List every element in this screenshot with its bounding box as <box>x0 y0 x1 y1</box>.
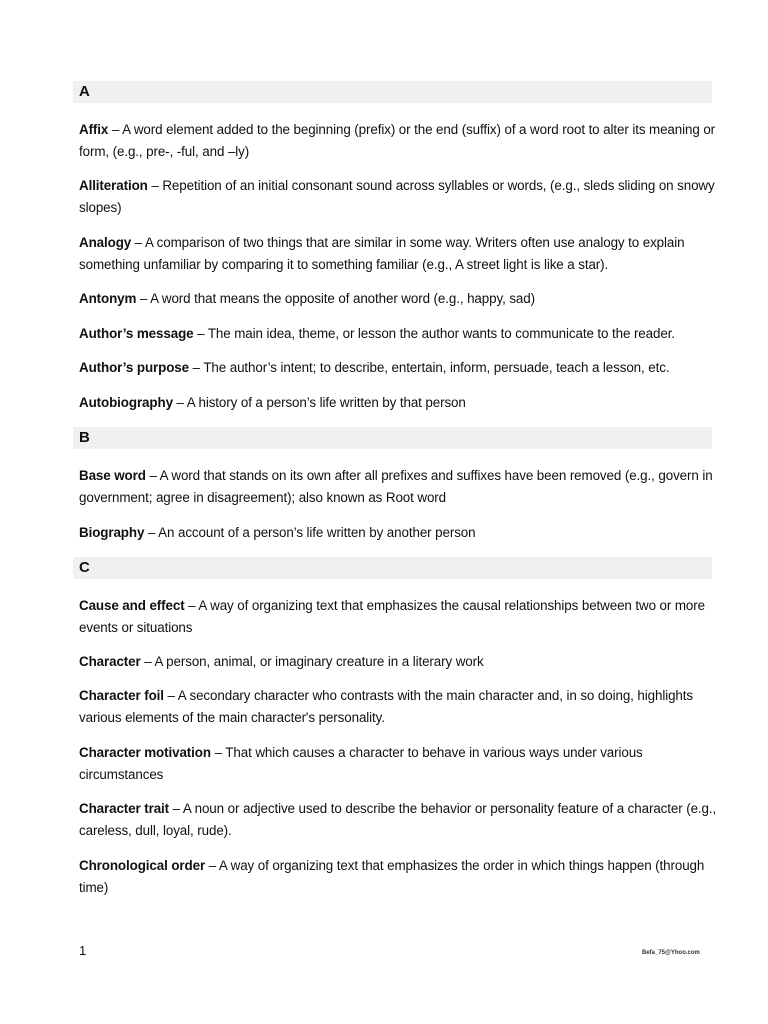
glossary-entry-character-motivation <box>79 742 719 786</box>
entry-term: Character foil <box>79 688 164 703</box>
entry-definition: – That which causes a character to behave in various ways under various circumstances <box>79 745 643 782</box>
glossary-entry-affix <box>79 119 719 163</box>
entry-term: Biography <box>79 525 145 540</box>
glossary-entry-authors-purpose <box>79 357 719 379</box>
glossary-entry-character-foil <box>79 685 719 729</box>
glossary-entry-character <box>79 651 719 673</box>
glossary-entry-authors-message <box>79 323 719 345</box>
glossary-entry-character-trait <box>79 798 719 842</box>
glossary-entry-alliteration <box>79 175 719 219</box>
entry-definition: – A comparison of two things that are similar in some way. Writers often use analogy to explain something unfamiliar by comparing it to something familiar (e.g., A street light is like a star). <box>79 235 685 272</box>
entry-definition: – A noun or adjective used to describe the behavior or personality feature of a character (e.g., careless, dull, loyal, rude). <box>79 801 717 838</box>
entry-definition: – Repetition of an initial consonant sound across syllables or words, (e.g., sleds sliding on snowy slopes) <box>79 178 715 215</box>
page-number: 1 <box>79 943 87 958</box>
glossary-entry-chronological-order <box>79 855 719 899</box>
entry-definition: – A word element added to the beginning (prefix) or the end (suffix) of a word root to alter its meaning or form, (e.g., pre-, -ful, and –ly) <box>79 122 716 159</box>
entry-definition: – A person, animal, or imaginary creature in a literary work <box>140 654 484 669</box>
entry-definition: – An account of a person’s life written by another person <box>144 525 476 540</box>
section-header-b: B <box>73 427 712 449</box>
glossary-entry-autobiography <box>79 392 719 414</box>
entry-term: Base word <box>79 468 146 483</box>
entry-term: Cause and effect <box>79 598 185 613</box>
section-header-a: A <box>73 81 712 103</box>
glossary-entry-cause-and-effect <box>79 595 719 639</box>
entry-definition: – A way of organizing text that emphasizes the order in which things happen (through time) <box>79 858 705 895</box>
entry-term: Character <box>79 654 141 669</box>
entry-term: Antonym <box>79 291 137 306</box>
glossary-entry-analogy <box>79 232 719 276</box>
entry-definition: – A word that stands on its own after all prefixes and suffixes have been removed (e.g., govern in government; agree in disagreement); also known as Root word <box>79 468 713 505</box>
entry-definition: – The author’s intent; to describe, entertain, inform, persuade, teach a lesson, etc. <box>189 360 670 375</box>
entry-term: Author’s purpose <box>79 360 189 375</box>
entry-term: Autobiography <box>79 395 173 410</box>
entry-term: Chronological order <box>79 858 206 873</box>
footer-email: Befa_75@Yhoo.com <box>642 950 700 956</box>
entry-definition: – A way of organizing text that emphasizes the causal relationships between two or more events or situations <box>79 598 705 635</box>
entry-definition: – The main idea, theme, or lesson the author wants to communicate to the reader. <box>193 326 675 341</box>
entry-term: Affix <box>79 122 109 137</box>
glossary-entry-antonym <box>79 288 719 310</box>
entry-term: Author’s message <box>79 326 194 341</box>
entry-term: Character trait <box>79 801 170 816</box>
entry-term: Alliteration <box>79 178 148 193</box>
entry-term: Character motivation <box>79 745 211 760</box>
entry-definition: – A word that means the opposite of another word (e.g., happy, sad) <box>136 291 535 306</box>
glossary-entry-biography <box>79 522 719 544</box>
glossary-entry-base-word <box>79 465 719 509</box>
entry-definition: – A history of a person’s life written by that person <box>172 395 466 410</box>
entry-term: Analogy <box>79 235 132 250</box>
section-header-c: C <box>73 557 712 579</box>
entry-definition: – A secondary character who contrasts with the main character and, in so doing, highlights various elements of the main character's personality. <box>79 688 693 725</box>
